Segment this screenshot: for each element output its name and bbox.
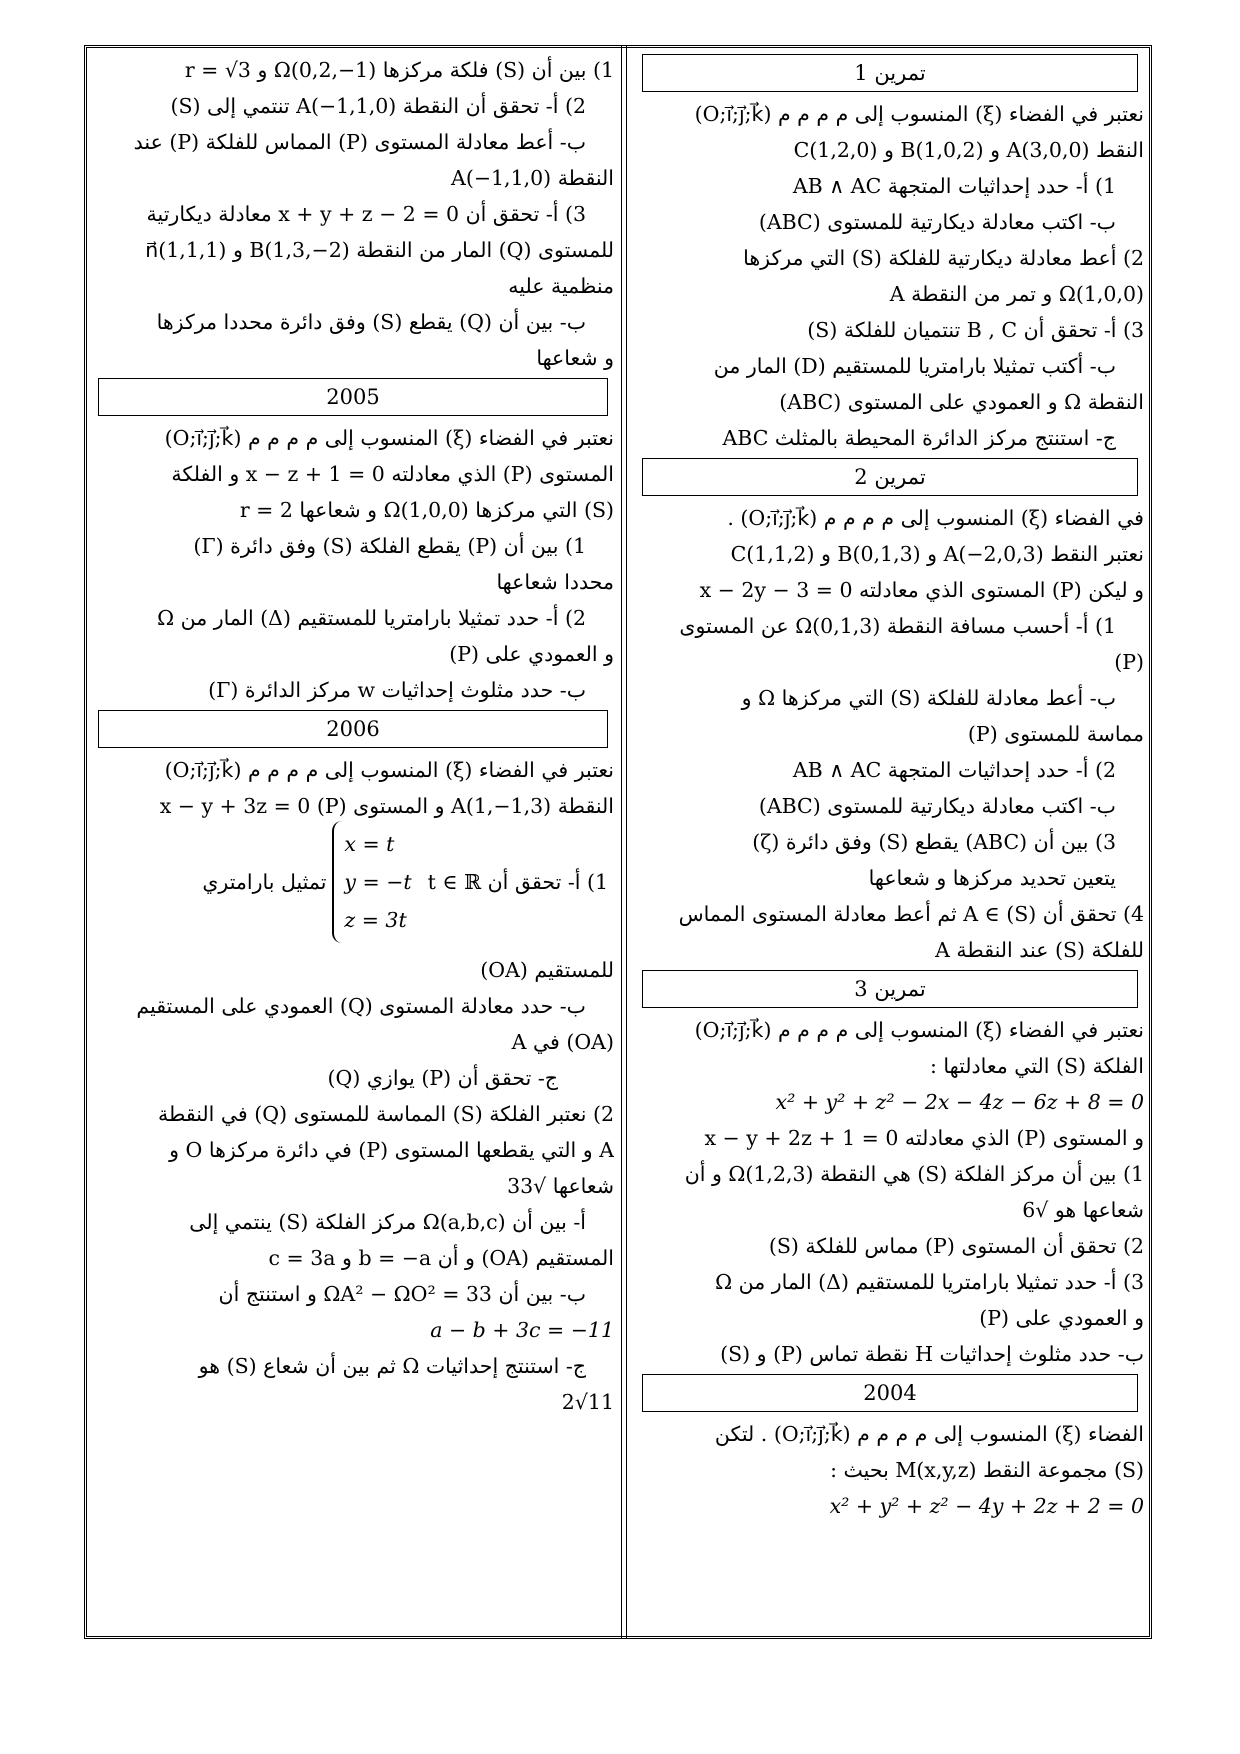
text-line: ج- استنتج مركز الدائرة المحيطة بالمثلث ABC bbox=[722, 426, 1116, 450]
text-line: ب- حدد مثلوث إحداثيات w مركز الدائرة (Γ) bbox=[208, 678, 586, 702]
text-line: أ- بين أن Ω(a,b,c) مركز الفلكة (S) ينتمي إلى bbox=[189, 1210, 586, 1234]
text-line: محددا شعاعها bbox=[496, 570, 614, 594]
text-line: للمستوى (Q) المار من النقطة B(1,3,−2) و n⃗(1,1,1) bbox=[145, 238, 614, 262]
text-line: ج- استنتج إحداثيات Ω ثم بين أن شعاع (S) هو bbox=[198, 1354, 586, 1378]
text-line: 2) تحقق أن المستوى (P) مماس للفلكة (S) bbox=[768, 1234, 1144, 1258]
text-line: الفلكة (S) التي معادلتها : bbox=[929, 1054, 1144, 1078]
text-line: ب- بين أن (Q) يقطع (S) وفق دائرة محددا مركزها bbox=[156, 310, 586, 334]
text-line: مماسة للمستوى (P) bbox=[967, 722, 1144, 746]
text-line: النقطة A(−1,1,0) bbox=[451, 166, 614, 190]
text-line: الفضاء (ξ) المنسوب إلى م م م م (O;i⃗;j⃗;k⃗) . لتكن bbox=[714, 1422, 1144, 1446]
text-line: النقطة A(1,−1,3) و المستوى (P) x − y + 3z = 0 bbox=[159, 794, 614, 818]
text-line: يتعين تحديد مركزها و شعاعها bbox=[868, 866, 1116, 890]
text-line: 2) أ- حدد تمثيلا بارامتريا للمستقيم (Δ) المار من Ω bbox=[157, 606, 586, 630]
text-line: 2) نعتبر الفلكة (S) المماسة للمستوى (Q) في النقطة bbox=[158, 1102, 614, 1126]
text-line: 2) أعط معادلة ديكارتية للفلكة (S) التي مركزها bbox=[743, 246, 1144, 270]
text-line: 1) بين أن مركز الفلكة (S) هي النقطة Ω(1,2,3) و أن bbox=[684, 1162, 1144, 1186]
text-line: و شعاعها bbox=[536, 346, 614, 370]
system-equation: y = −t bbox=[344, 870, 412, 894]
text-line: ب- حدد معادلة المستوى (Q) العمودي على المستقيم bbox=[136, 994, 586, 1018]
text-line: ب- بين أن ΩA² − ΩO² = 33 و استنتج أن bbox=[218, 1282, 586, 1306]
year-2006-title: 2006 bbox=[98, 710, 608, 748]
column-divider bbox=[621, 45, 627, 1639]
exercise-3-title: تمرين 3 bbox=[642, 970, 1138, 1008]
text-line: المستوى (P) الذي معادلته x − z + 1 = 0 و الفلكة bbox=[171, 462, 614, 486]
text-line: نعتبر في الفضاء (ξ) المنسوب إلى م م م م (O;i⃗;j⃗;k⃗) bbox=[164, 758, 614, 782]
text-line: ب- أكتب تمثيلا بارامتريا للمستقيم (D) المار من bbox=[713, 354, 1116, 378]
text-line: نعتبر في الفضاء (ξ) المنسوب إلى م م م م (O;i⃗;j⃗;k⃗) bbox=[694, 1018, 1144, 1042]
text-line: ب- اكتب معادلة ديكارتية للمستوى (ABC) bbox=[758, 210, 1116, 234]
text-line: المستقيم (OA) و أن b = −a و c = 3a bbox=[268, 1246, 614, 1270]
system-suffix: تمثيل بارامتري bbox=[202, 870, 327, 894]
right-column bbox=[636, 52, 1144, 1524]
system-equation: x = t bbox=[344, 832, 395, 856]
text-line: ب- حدد مثلوث إحداثيات H نقطة تماس (P) و (S) bbox=[720, 1342, 1144, 1366]
year-2004-title: 2004 bbox=[642, 1374, 1138, 1412]
text-line: ج- تحقق أن (P) يوازي (Q) bbox=[327, 1066, 558, 1090]
parametric-system bbox=[92, 824, 614, 940]
equation-line: x² + y² + z² − 4y + 2z + 2 = 0 bbox=[829, 1494, 1144, 1518]
system-prefix: 1) أ- تحقق أن t ∈ ℝ bbox=[427, 870, 608, 894]
text-line: و العمودي على (P) bbox=[449, 642, 614, 666]
exercise-2-title: تمرين 2 bbox=[642, 458, 1138, 496]
text-line: و العمودي على (P) bbox=[979, 1306, 1144, 1330]
exercise-1-title: تمرين 1 bbox=[642, 54, 1138, 92]
text-line: 2) أ- تحقق أن النقطة A(−1,1,0) تنتمي إلى (S) bbox=[170, 94, 586, 118]
text-line: (P) bbox=[1114, 650, 1144, 674]
text-line: ب- أعط معادلة للفلكة (S) التي مركزها Ω و bbox=[741, 686, 1116, 710]
text-line: 3) أ- حدد تمثيلا بارامتريا للمستقيم (Δ) المار من Ω bbox=[715, 1270, 1144, 1294]
text-line: 2) أ- حدد إحداثيات المتجهة AB ∧ AC bbox=[792, 758, 1116, 782]
text-line: Ω(1,0,0) و تمر من النقطة A bbox=[889, 282, 1144, 306]
equation-line: x² + y² + z² − 2x − 4z − 6z + 8 = 0 bbox=[775, 1090, 1144, 1114]
system-brace bbox=[332, 821, 421, 943]
text-line: ب- أعط معادلة المستوى (P) المماس للفلكة (P) عند bbox=[133, 130, 586, 154]
text-line: للمستقيم (OA) bbox=[480, 958, 614, 982]
text-line: (OA) في A bbox=[511, 1030, 614, 1054]
text-line: (S) التي مركزها Ω(1,0,0) و شعاعها r = 2 bbox=[239, 498, 614, 522]
text-line: شعاعها √33 bbox=[507, 1174, 614, 1198]
text-line: شعاعها هو √6 bbox=[1022, 1198, 1144, 1222]
equation-line: a − b + 3c = −11 bbox=[430, 1318, 614, 1342]
equation-line: 2√11 bbox=[561, 1390, 614, 1414]
text-line: النقطة Ω و العمودي على المستوى (ABC) bbox=[779, 390, 1144, 414]
left-column bbox=[92, 52, 614, 1420]
system-equation: z = 3t bbox=[344, 908, 407, 932]
text-line: A و التي يقطعها المستوى (P) في دائرة مركزها O و bbox=[169, 1138, 614, 1162]
text-line: 1) بين أن (S) فلكة مركزها Ω(0,2,−1) و r = √3 bbox=[184, 58, 614, 82]
text-line: النقط A(3,0,0) و B(1,0,2) و C(1,2,0) bbox=[793, 138, 1144, 162]
text-line: نعتبر في الفضاء (ξ) المنسوب إلى م م م م (O;i⃗;j⃗;k⃗) bbox=[164, 426, 614, 450]
text-line: و ليكن (P) المستوى الذي معادلته x − 2y − 3 = 0 bbox=[699, 578, 1144, 602]
year-2005-title: 2005 bbox=[98, 378, 608, 416]
text-line: نعتبر في الفضاء (ξ) المنسوب إلى م م م م (O;i⃗;j⃗;k⃗) bbox=[694, 102, 1144, 126]
text-line: 3) أ- تحقق أن x + y + z − 2 = 0 معادلة ديكارتية bbox=[146, 202, 586, 226]
text-line: 1) أ- أحسب مسافة النقطة Ω(0,1,3) عن المستوى bbox=[679, 614, 1116, 638]
text-line: في الفضاء (ξ) المنسوب إلى م م م م (O;i⃗;j⃗;k⃗) . bbox=[727, 506, 1144, 530]
text-line: للفلكة (S) عند النقطة A bbox=[935, 938, 1144, 962]
text-line: نعتبر النقط A(−2,0,3) و B(0,1,3) و C(1,1,2) bbox=[730, 542, 1144, 566]
text-line: و المستوى (P) الذي معادلته x − y + 2z + 1 = 0 bbox=[704, 1126, 1144, 1150]
text-line: منظمية عليه bbox=[508, 274, 614, 298]
text-line: 1) بين أن (P) يقطع الفلكة (S) وفق دائرة (Γ) bbox=[193, 534, 586, 558]
text-line: 1) أ- حدد إحداثيات المتجهة AB ∧ AC bbox=[792, 174, 1116, 198]
text-line: ب- اكتب معادلة ديكارتية للمستوى (ABC) bbox=[758, 794, 1116, 818]
text-line: (S) مجموعة النقط M(x,y,z) بحيث : bbox=[830, 1458, 1144, 1482]
text-line: 3) أ- تحقق أن B , C تنتميان للفلكة (S) bbox=[807, 318, 1144, 342]
text-line: 3) بين أن (ABC) يقطع (S) وفق دائرة (ζ) bbox=[752, 830, 1116, 854]
text-line: 4) تحقق أن A ∈ (S) ثم أعط معادلة المستوى المماس bbox=[678, 902, 1144, 926]
